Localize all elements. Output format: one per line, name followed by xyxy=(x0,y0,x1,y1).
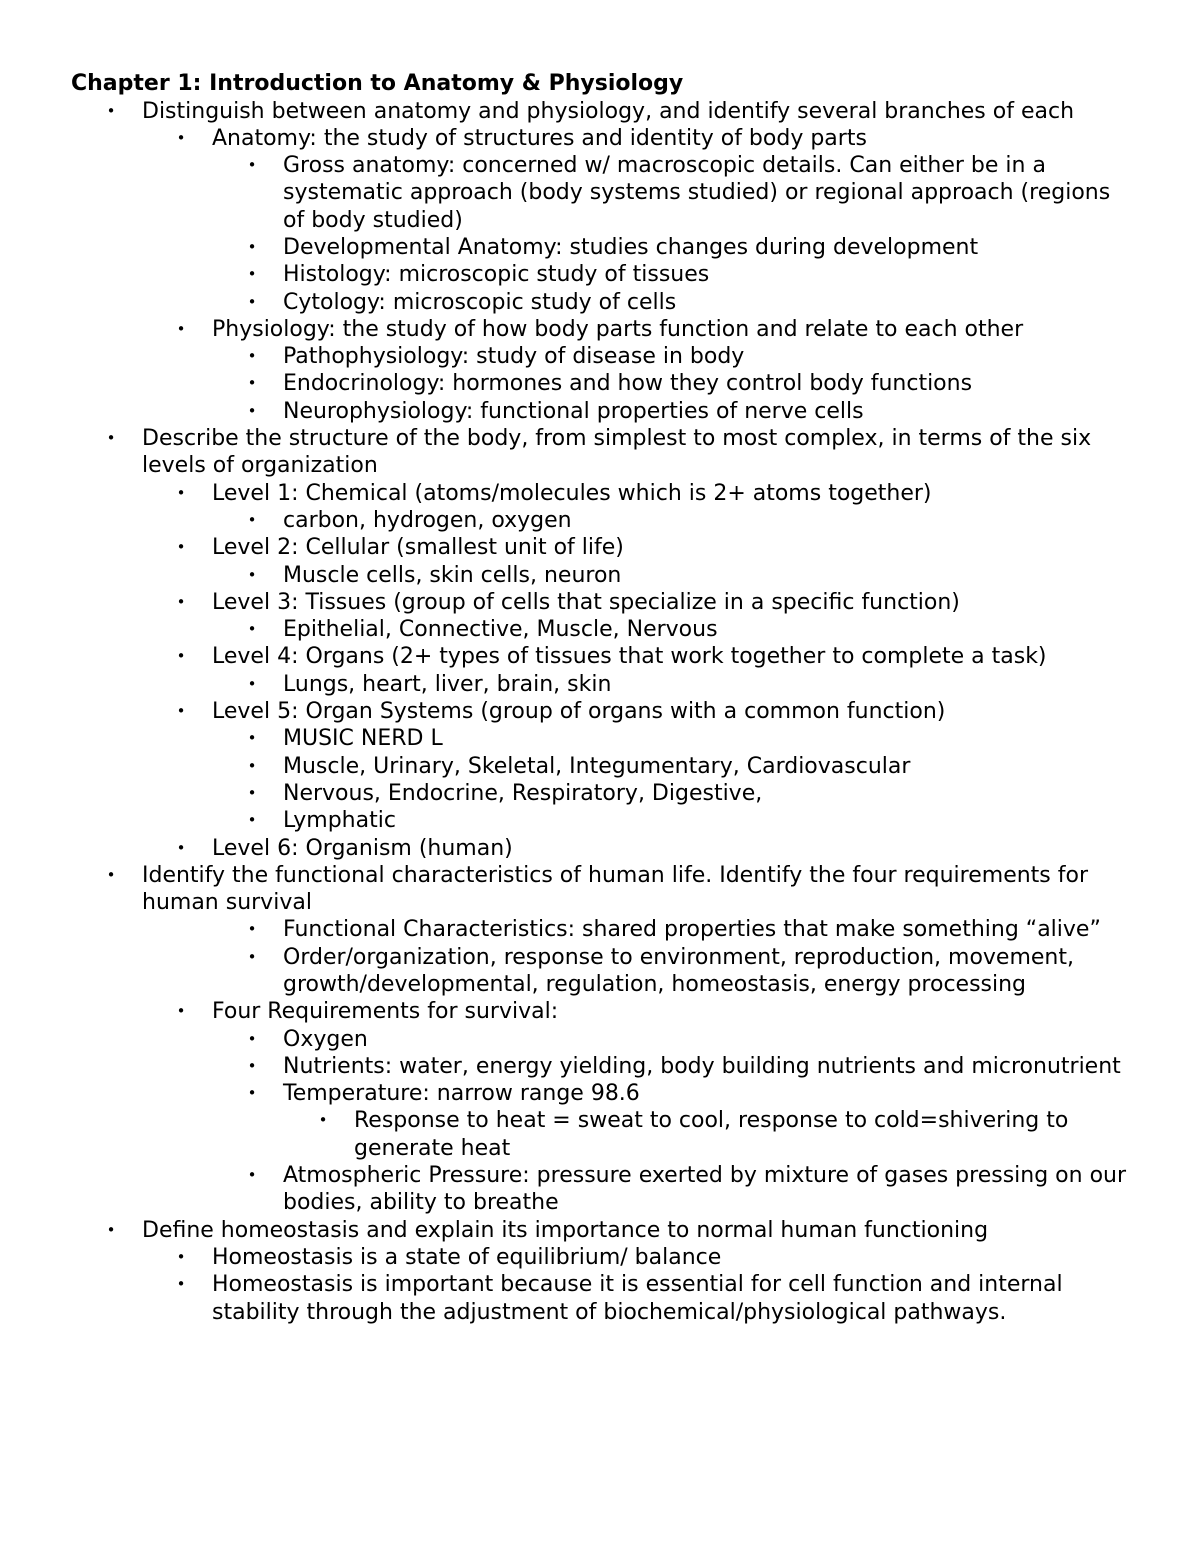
list-item xyxy=(0,916,1200,943)
list-item-text: carbon, hydrogen, oxygen xyxy=(283,507,572,533)
list-item xyxy=(0,1162,1200,1217)
list-item xyxy=(0,862,1200,917)
bullet-icon: • xyxy=(176,647,186,666)
bullet-icon: • xyxy=(247,1029,257,1048)
list-item-text: Describe the structure of the body, from simplest to most complex, in terms of the six levels of organization xyxy=(142,426,1092,479)
list-item xyxy=(0,725,1200,752)
bullet-icon: • xyxy=(247,811,257,830)
list-item xyxy=(0,289,1200,316)
list-item xyxy=(0,807,1200,834)
bullet-icon: • xyxy=(176,1275,186,1294)
list-item-text: Nutrients: water, energy yielding, body building nutrients and micronutrient xyxy=(283,1053,1121,1079)
bullet-icon: • xyxy=(247,783,257,802)
bullet-icon: • xyxy=(247,156,257,175)
list-item xyxy=(0,480,1200,507)
list-item-text: Lymphatic xyxy=(283,808,396,834)
bullet-icon: • xyxy=(247,920,257,939)
list-item xyxy=(0,98,1200,125)
bullet-icon: • xyxy=(247,756,257,775)
list-item xyxy=(0,316,1200,343)
list-item xyxy=(0,507,1200,534)
bullet-icon: • xyxy=(247,401,257,420)
bullet-icon: • xyxy=(247,292,257,311)
bullet-icon: • xyxy=(176,838,186,857)
list-item xyxy=(0,643,1200,670)
list-item xyxy=(0,944,1200,999)
list-item xyxy=(0,780,1200,807)
list-item-text: Pathophysiology: study of disease in body xyxy=(283,344,745,370)
list-item-text: Response to heat = sweat to cool, response to cold=shivering to generate heat xyxy=(354,1108,1069,1161)
list-item xyxy=(0,562,1200,589)
list-item xyxy=(0,234,1200,261)
bullet-icon: • xyxy=(176,592,186,611)
list-item xyxy=(0,698,1200,725)
list-item-text: Level 4: Organs (2+ types of tissues that work together to complete a task) xyxy=(212,644,1047,670)
bullet-icon: • xyxy=(247,237,257,256)
bullet-icon: • xyxy=(247,620,257,639)
list-item-text: Level 6: Organism (human) xyxy=(212,835,513,861)
list-item xyxy=(0,1107,1200,1162)
list-item-text: Gross anatomy: concerned w/ macroscopic details. Can either be in a systematic approach (body systems studied) or regional approach (regions of body studied) xyxy=(283,153,1111,233)
list-item xyxy=(0,152,1200,234)
bullet-icon: • xyxy=(247,265,257,284)
bullet-icon: • xyxy=(106,865,116,884)
list-item xyxy=(0,835,1200,862)
bullet-icon: • xyxy=(247,729,257,748)
list-item-text: Oxygen xyxy=(283,1026,368,1052)
list-item xyxy=(0,616,1200,643)
list-item xyxy=(0,343,1200,370)
bullet-icon: • xyxy=(106,1220,116,1239)
list-item-text: Functional Characteristics: shared properties that make something “alive” xyxy=(283,917,1101,943)
bullet-icon: • xyxy=(176,1002,186,1021)
list-item xyxy=(0,589,1200,616)
bullet-icon: • xyxy=(247,565,257,584)
list-item-text: Histology: microscopic study of tissues xyxy=(283,262,710,288)
bullet-icon: • xyxy=(176,538,186,557)
list-item xyxy=(0,370,1200,397)
list-item-text: Order/organization, response to environment, reproduction, movement, growth/developmental, regulation, homeostasis, energy processing xyxy=(283,944,1074,997)
bullet-icon: • xyxy=(106,101,116,120)
list-item-text: Nervous, Endocrine, Respiratory, Digestive, xyxy=(283,780,763,806)
list-item-text: Identify the functional characteristics of human life. Identify the four requirements for human survival xyxy=(142,862,1089,916)
list-item xyxy=(0,1271,1200,1326)
list-item xyxy=(0,1244,1200,1271)
list-item-text: Anatomy: the study of structures and identity of body parts xyxy=(212,125,867,151)
bullet-icon: • xyxy=(176,483,186,502)
list-item-text: Lungs, heart, liver, brain, skin xyxy=(283,671,612,697)
list-item-text: Distinguish between anatomy and physiology, and identify several branches of each xyxy=(142,98,1075,124)
bullet-icon: • xyxy=(318,1111,328,1130)
bullet-icon: • xyxy=(176,702,186,721)
bullet-icon: • xyxy=(247,674,257,693)
bullet-icon: • xyxy=(247,347,257,366)
list-item xyxy=(0,125,1200,152)
list-item-text: Level 2: Cellular (smallest unit of life) xyxy=(212,535,624,561)
bullet-icon: • xyxy=(247,374,257,393)
list-item-text: Cytology: microscopic study of cells xyxy=(283,289,677,315)
list-item-text: MUSIC NERD L xyxy=(283,726,443,752)
bullet-outline xyxy=(0,98,1200,1326)
page-title: Chapter 1: Introduction to Anatomy & Physiology xyxy=(71,71,684,96)
list-item-text: Physiology: the study of how body parts function and relate to each other xyxy=(212,316,1024,342)
bullet-icon: • xyxy=(247,1084,257,1103)
list-item-text: Atmospheric Pressure: pressure exerted by mixture of gases pressing on our bodies, ability to breathe xyxy=(283,1163,1127,1216)
list-item xyxy=(0,398,1200,425)
list-item xyxy=(0,1080,1200,1107)
list-item-text: Temperature: narrow range 98.6 xyxy=(283,1081,640,1107)
bullet-icon: • xyxy=(176,128,186,147)
list-item-text: Homeostasis is important because it is essential for cell function and internal stability through the adjustment of biochemical/physiological pathways. xyxy=(212,1272,1063,1325)
list-item-text: Endocrinology: hormones and how they control body functions xyxy=(283,371,973,397)
list-item-text: Homeostasis is a state of equilibrium/ balance xyxy=(212,1244,722,1270)
bullet-icon: • xyxy=(247,1056,257,1075)
list-item-text: Level 5: Organ Systems (group of organs with a common function) xyxy=(212,699,946,725)
bullet-icon: • xyxy=(176,1247,186,1266)
list-item-text: Muscle cells, skin cells, neuron xyxy=(283,562,622,588)
bullet-icon: • xyxy=(106,429,116,448)
bullet-icon: • xyxy=(176,319,186,338)
list-item-text: Muscle, Urinary, Skeletal, Integumentary, Cardiovascular xyxy=(283,753,911,779)
list-item xyxy=(0,425,1200,480)
bullet-icon: • xyxy=(247,510,257,529)
list-item-text: Developmental Anatomy: studies changes during development xyxy=(283,234,979,260)
list-item-text: Neurophysiology: functional properties of nerve cells xyxy=(283,398,864,424)
list-item xyxy=(0,534,1200,561)
list-item xyxy=(0,671,1200,698)
list-item xyxy=(0,1026,1200,1053)
list-item xyxy=(0,1053,1200,1080)
list-item xyxy=(0,998,1200,1025)
bullet-icon: • xyxy=(247,1166,257,1185)
list-item-text: Epithelial, Connective, Muscle, Nervous xyxy=(283,617,718,643)
bullet-icon: • xyxy=(247,947,257,966)
list-item xyxy=(0,261,1200,288)
list-item-text: Level 3: Tissues (group of cells that specialize in a specific function) xyxy=(212,589,960,615)
list-item xyxy=(0,753,1200,780)
list-item xyxy=(0,1217,1200,1244)
list-item-text: Four Requirements for survival: xyxy=(212,999,559,1025)
list-item-text: Define homeostasis and explain its importance to normal human functioning xyxy=(142,1217,989,1243)
list-item-text: Level 1: Chemical (atoms/molecules which is 2+ atoms together) xyxy=(212,480,932,506)
